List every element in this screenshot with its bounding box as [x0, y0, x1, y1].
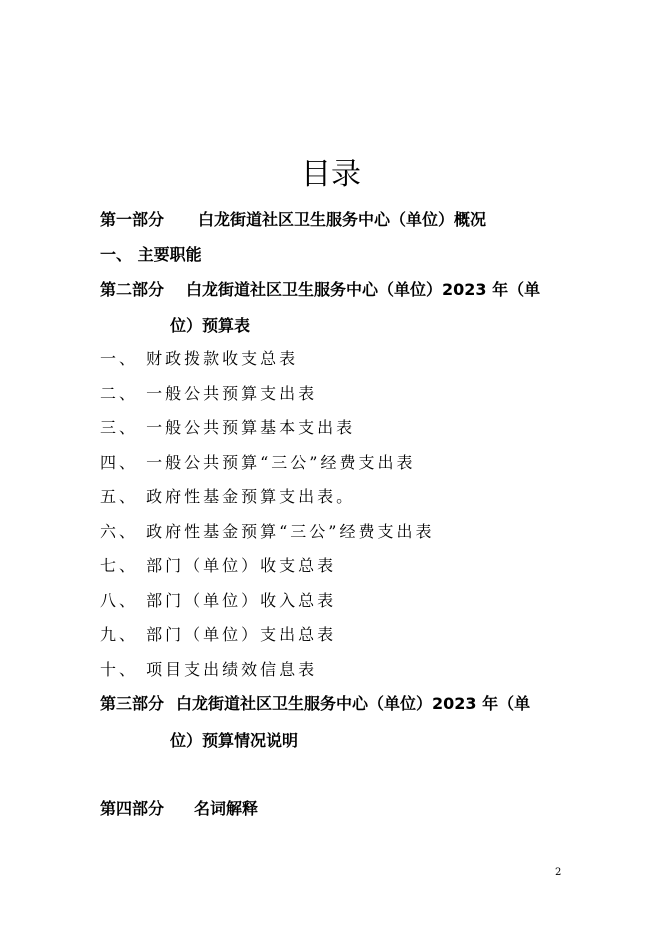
- toc-part-2-continuation: 位）预算表: [170, 316, 251, 335]
- page-title: 目录: [301, 157, 361, 192]
- toc-part-1-label: 第一部分: [100, 210, 165, 229]
- toc-part-4-label: 第四部分: [100, 799, 165, 818]
- toc-table-2: 二、 一般公共预算支出表: [100, 384, 318, 403]
- toc-table-7: 七、 部门（单位）收支总表: [100, 556, 337, 575]
- toc-table-3: 三、 一般公共预算基本支出表: [100, 418, 356, 437]
- toc-part-1: [100, 208, 486, 232]
- toc-table-8: 八、 部门（单位）收入总表: [100, 591, 337, 610]
- toc-table-6: 六、 政府性基金预算“三公”经费支出表: [100, 522, 435, 541]
- toc-part-2: [100, 278, 540, 302]
- toc-part-3-continuation: 位）预算情况说明: [170, 731, 299, 750]
- toc-table-5: 五、 政府性基金预算支出表。: [100, 487, 356, 506]
- toc-part-3: [100, 692, 530, 716]
- toc-table-9: 九、 部门（单位）支出总表: [100, 625, 337, 644]
- toc-part-2-label: 第二部分: [100, 280, 165, 299]
- toc-part-1-text: 白龙街道社区卫生服务中心（单位）概况: [198, 210, 487, 229]
- toc-part-2-text: 白龙街道社区卫生服务中心（单位）2023 年（单: [186, 280, 541, 299]
- toc-item-main-functions: 一、 主要职能: [100, 245, 202, 264]
- toc-part-4-text: 名词解释: [194, 799, 259, 818]
- toc-table-1: 一、 财政拨款收支总表: [100, 349, 299, 368]
- toc-part-4: [100, 797, 258, 821]
- toc-table-10: 十、 项目支出绩效信息表: [100, 660, 318, 679]
- toc-table-4: 四、 一般公共预算“三公”经费支出表: [100, 453, 416, 472]
- toc-part-3-label: 第三部分: [100, 694, 165, 713]
- toc-part-3-text: 白龙街道社区卫生服务中心（单位）2023 年（单: [176, 694, 531, 713]
- page-number: 2: [555, 867, 562, 878]
